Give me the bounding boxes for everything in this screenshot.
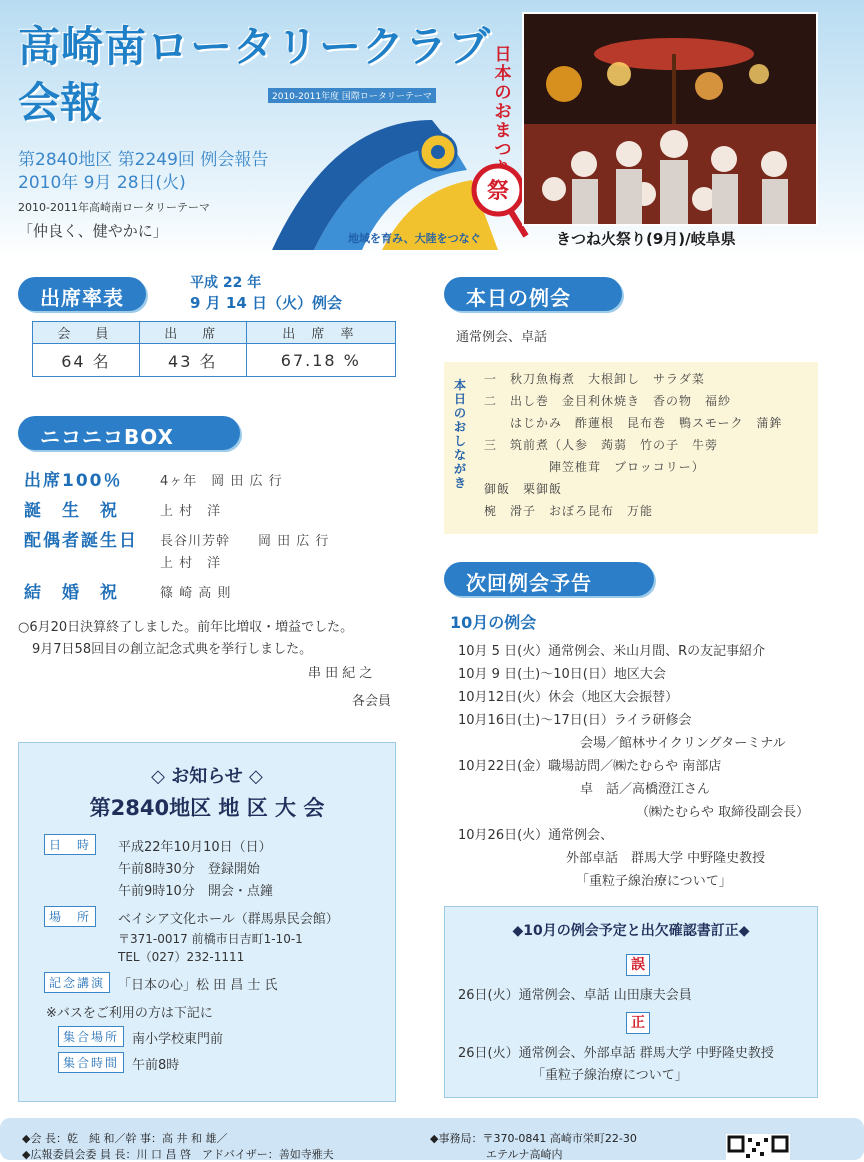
festival-photo-image [524, 14, 818, 226]
intl-theme-label: 2010-2011年度 国際ロータリーテーマ [268, 88, 436, 103]
attendance-date-line1: 平成 22 年 [190, 275, 262, 291]
wrong-text: 26日(火）通常例会、卓話 山田康夫会員 [458, 988, 692, 1003]
menu-line-4: 三 筑前煮（人参 蒟蒻 竹の子 牛蒡 [484, 438, 719, 452]
menu-line-1: 一 秋刀魚梅煮 大根卸し サラダ菜 [484, 372, 705, 386]
notice-tel: TEL（027）232-1111 [118, 950, 245, 964]
nikoniko-label-spouse-birthday: 配偶者誕生日 [24, 531, 138, 551]
attendance-table [32, 321, 396, 377]
schedule-item-2: 10月 9 日(土)～10日(日）地区大会 [458, 667, 666, 682]
footer-officers: ◆会 長：乾 純 和／幹 事：高 井 和 雄／ [22, 1132, 228, 1145]
schedule-item-5-title: （㈱たむらや 取締役副会長） [636, 805, 810, 820]
right-text-topic: 「重粒子線治療について」 [532, 1068, 688, 1083]
notice-meet-place-tag: 集合場所 [58, 1026, 124, 1047]
notice-place-tag: 場 所 [44, 906, 96, 927]
photo-caption: きつね火祭り(9月)/岐阜県 [556, 230, 736, 248]
nikoniko-signer: 串 田 紀 之 [308, 666, 373, 681]
festival-fan-label: 祭 [486, 179, 510, 204]
notice-subtitle: 第2840地区 地 区 大 会 [89, 796, 325, 820]
rotary-arch-logo-icon [262, 100, 502, 250]
today-heading: 本日の例会 [444, 277, 622, 311]
nikoniko-signer-all: 各会員 [352, 694, 392, 709]
newsletter-title: 高崎南ロータリークラブ [18, 22, 492, 71]
schedule-item-6-topic: 「重粒子線治療について」 [576, 874, 732, 889]
wrong-tag: 誤 [626, 954, 650, 976]
newsletter-subtitle: 会報 [18, 78, 103, 127]
notice-date-tag: 日 時 [44, 834, 96, 855]
schedule-item-4-venue: 会場／館林サイクリングターミナル [580, 736, 786, 751]
today-summary: 通常例会、卓話 [456, 330, 548, 345]
menu-line-7: 椀 滑子 おぼろ昆布 万能 [484, 504, 654, 518]
column-header-members: 会 員 [33, 322, 140, 344]
schedule-item-4: 10月16日(土)～17日(日）ライラ研修会 [458, 713, 692, 728]
attendance-rate: 67.18 % [246, 344, 395, 377]
notice-bus-note: ※バスをご利用の方は下記に [46, 1006, 213, 1021]
notice-address: 〒371-0017 前橋市日吉町1-10-1 [118, 932, 303, 946]
menu-line-3: はじかみ 酢蓮根 昆布巻 鴨スモーク 蒲鉾 [484, 416, 783, 430]
matsuri-vertical-label: 日本のおまつ [494, 45, 512, 160]
schedule-item-5-speaker: 卓 話／高橋澄江さん [580, 782, 711, 797]
district-meeting-line: 第2840地区 第2249回 例会報告 [18, 150, 269, 170]
notice-time-opening: 午前9時10分 開会・点鐘 [118, 884, 273, 899]
attended-count: 43 名 [139, 344, 246, 377]
nikoniko-label-wedding: 結 婚 祝 [24, 583, 119, 603]
notice-date-value: 平成22年10月10日（日） [118, 840, 272, 855]
schedule-item-5: 10月22日(金）職場訪問／㈱たむらや 南部店 [458, 759, 722, 774]
notice-meet-place-value: 南小学校東門前 [132, 1032, 224, 1047]
schedule-item-6-speaker: 外部卓話 群馬大学 中野隆史教授 [566, 851, 766, 866]
notice-lecture-tag: 記念講演 [44, 972, 110, 993]
intl-slogan: 地域を育み、大陸をつなぐ [348, 232, 481, 245]
issue-date: 2010年 9月 28日(火) [18, 173, 186, 193]
schedule-item-1: 10月 5 日(火）通常例会、米山月間、Rの友記事紹介 [458, 644, 766, 659]
qr-code-icon [726, 1134, 790, 1160]
menu-line-2: 二 出し巻 金目利休焼き 香の物 福紗 [484, 394, 732, 408]
club-theme: 「仲良く、健やかに」 [18, 222, 168, 240]
festival-photo [522, 12, 818, 226]
nikoniko-note-1: ○6月20日決算終了しました。前年比増収・増益でした。 [18, 620, 354, 635]
menu-line-6: 御飯 栗御飯 [484, 482, 563, 496]
nikoniko-heading: ニコニコBOX [18, 416, 240, 450]
nikoniko-value-spouse-birthday-2: 上 村 洋 [160, 556, 222, 571]
nikoniko-value-birthday: 上 村 洋 [160, 504, 222, 519]
notice-lecture-value: 「日本の心」松 田 昌 士 氏 [118, 978, 278, 993]
footer-office-building: エテルナ高崎内 [486, 1148, 563, 1161]
next-month-title: 10月の例会 [450, 613, 537, 632]
notice-meet-time-tag: 集合時間 [58, 1052, 124, 1073]
footer-committee: ◆広報委員会委 員 長：川 口 昌 啓 アドバイザー：善如寺雅夫 [22, 1148, 334, 1161]
nikoniko-value-wedding: 篠 崎 高 則 [160, 586, 232, 601]
right-tag: 正 [626, 1012, 650, 1034]
menu-line-5: 陣笠椎茸 ブロッコリー） [484, 460, 705, 474]
next-meeting-heading: 次回例会予告 [444, 562, 654, 596]
notice-meet-time-value: 午前8時 [132, 1058, 180, 1073]
notice-place-value: ベイシア文化ホール（群馬県民会館） [118, 912, 339, 927]
column-header-rate: 出 席 率 [246, 322, 395, 344]
menu-vertical-label: 本日のおしながき [454, 378, 467, 490]
footer-office-address: ◆事務局：〒370-0841 高崎市栄町22-30 [430, 1132, 637, 1145]
correction-title: ◆10月の例会予定と出欠確認書訂正◆ [512, 923, 750, 939]
club-theme-label: 2010-2011年高崎南ロータリーテーマ [18, 201, 210, 214]
nikoniko-label-attendance: 出席100％ [24, 471, 123, 491]
attendance-heading: 出席率表 [18, 277, 146, 311]
schedule-item-6: 10月26日(火）通常例会、 [458, 828, 614, 843]
notice-time-registration: 午前8時30分 登録開始 [118, 862, 260, 877]
nikoniko-label-birthday: 誕 生 祝 [24, 501, 119, 521]
attendance-date-line2: 9 月 14 日（火）例会 [190, 294, 342, 312]
nikoniko-value-spouse-birthday: 長谷川芳幹 岡 田 広 行 [160, 534, 330, 549]
schedule-item-3: 10月12日(火）休会（地区大会振替） [458, 690, 679, 705]
nikoniko-value-attendance: 4ヶ年 岡 田 広 行 [160, 474, 283, 489]
nikoniko-note-2: 9月7日58回目の創立記念式典を挙行しました。 [32, 642, 313, 657]
column-header-attended: 出 席 [139, 322, 246, 344]
right-text: 26日(火）通常例会、外部卓話 群馬大学 中野隆史教授 [458, 1046, 774, 1061]
notice-title: ◇ お知らせ ◇ [151, 766, 263, 787]
members-count: 64 名 [33, 344, 140, 377]
